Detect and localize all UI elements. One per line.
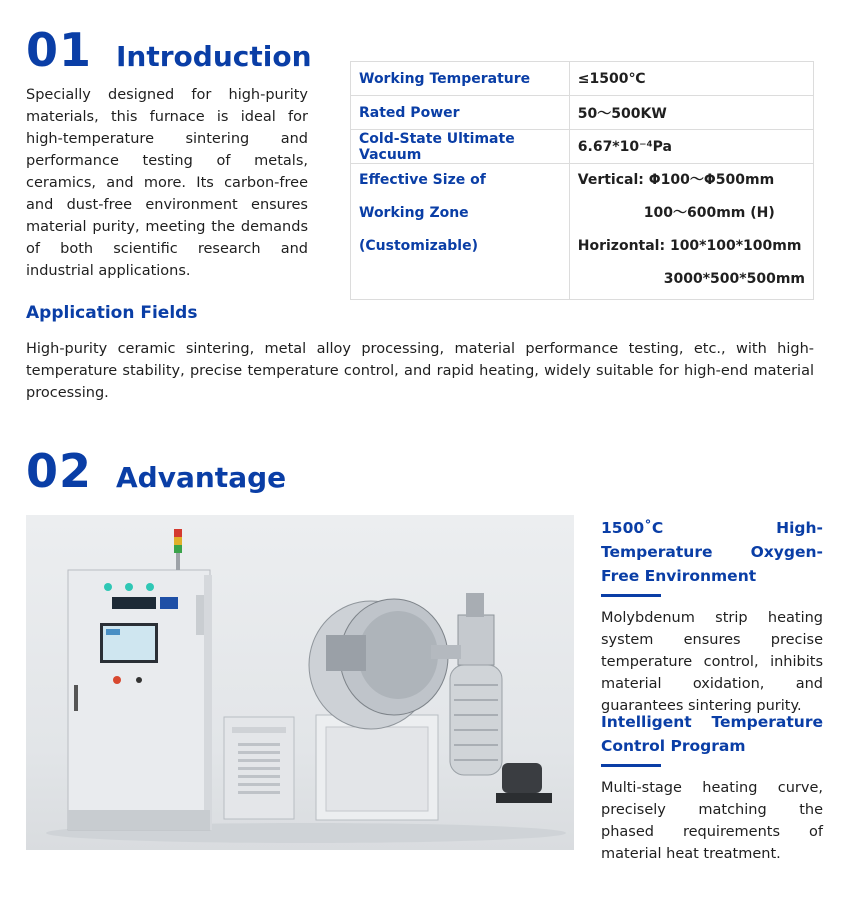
zone-value-line: 3000*500*500mm xyxy=(663,271,805,287)
zone-label xyxy=(351,164,570,300)
advantage-number: 02 xyxy=(26,444,93,498)
spec-value: 6.67*10⁻⁴Pa xyxy=(569,130,813,164)
furnace-photo xyxy=(26,515,574,850)
intro-number: 01 xyxy=(26,23,93,77)
intro-text: Specially designed for high-purity materials, this furnace is ideal for high-temperature sintering and performance testing of metals, ceramics, and more. Its carbon-free and dust-free environment ensures material purity, meeting the demands of both scientific research and industrial applications. xyxy=(26,87,308,279)
advantage-item xyxy=(601,710,823,865)
spec-row xyxy=(351,62,814,96)
spec-row-zone xyxy=(351,164,814,300)
zone-value-line: 100～600mm (H) xyxy=(643,205,775,221)
zone-value xyxy=(569,164,813,300)
intro-title: Introduction xyxy=(116,40,312,73)
zone-value-line: Vertical: Φ100～Φ500mm xyxy=(577,172,775,188)
zone-label-line: (Customizable) xyxy=(359,238,478,254)
spec-table xyxy=(350,61,814,300)
advantage-item-title: Intelligent Temperature Control Program xyxy=(601,713,823,755)
advantage-item-title: 1500˚C High-Temperature Oxygen-Free Environment xyxy=(601,519,823,585)
zone-label-line: Effective Size of xyxy=(359,172,486,188)
advantage-item-text: Molybdenum strip heating system ensures precise temperature control, inhibits material oxidation, and guarantees sintering purity. xyxy=(601,610,823,714)
spec-row xyxy=(351,130,814,164)
zone-label-line: Working Zone xyxy=(359,205,469,221)
advantage-title: Advantage xyxy=(116,461,287,494)
advantage-divider xyxy=(601,764,661,767)
intro-heading xyxy=(26,23,312,77)
spec-label: Rated Power xyxy=(351,96,570,130)
advantage-item xyxy=(601,516,823,717)
advantage-item-text: Multi-stage heating curve, precisely matching the phased requirements of material heat treatment. xyxy=(601,780,823,862)
advantage-divider xyxy=(601,594,661,597)
spec-value: 50～500KW xyxy=(569,96,813,130)
spec-value: ≤1500℃ xyxy=(569,62,813,96)
zone-value-line: Horizontal: 100*100*100mm xyxy=(577,238,802,254)
spec-label: Working Temperature xyxy=(351,62,570,96)
application-title: Application Fields xyxy=(26,303,198,323)
spec-row xyxy=(351,96,814,130)
application-text: High-purity ceramic sintering, metal alloy processing, material performance testing, etc., with high-temperature stability, precise temperature control, and rapid heating, widely suitable for high-end material processing. xyxy=(26,341,814,401)
advantage-heading xyxy=(26,444,287,498)
furnace-illustration xyxy=(26,515,574,850)
spec-label: Cold-State Ultimate Vacuum xyxy=(351,130,570,164)
